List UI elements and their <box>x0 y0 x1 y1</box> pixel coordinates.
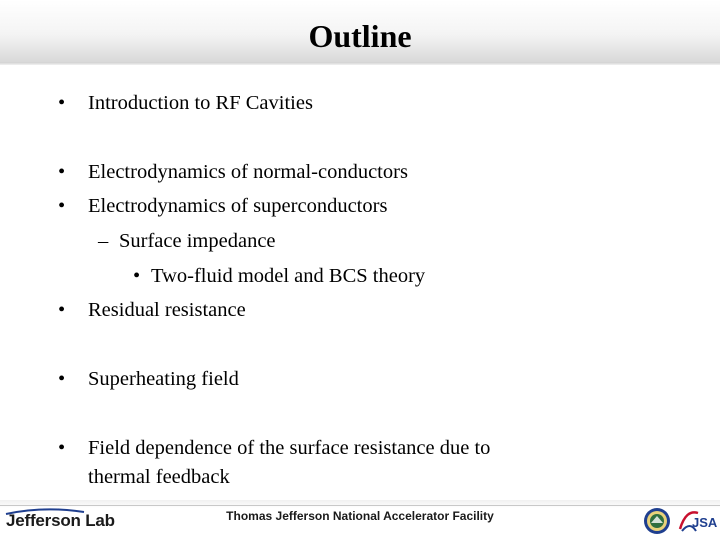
outline-subsubitem: Two-fluid model and BCS theory <box>151 265 426 287</box>
facility-name: Thomas Jefferson National Accelerator Facility <box>226 509 494 523</box>
outline-item: Introduction to RF Cavities <box>88 92 313 114</box>
doe-seal-icon <box>643 507 671 535</box>
bullet-marker: • <box>58 368 66 390</box>
outline-item: Electrodynamics of superconductors <box>88 195 388 217</box>
outline-item: Residual resistance <box>88 299 246 321</box>
outline-item-continuation: thermal feedback <box>88 466 230 488</box>
outline-item: Electrodynamics of normal-conductors <box>88 161 408 183</box>
jsa-logo-icon <box>676 507 718 535</box>
bullet-marker: • <box>58 161 66 183</box>
bullet-marker: • <box>58 195 66 217</box>
slide-title: Outline <box>308 18 412 54</box>
footer-divider <box>0 505 720 506</box>
jsa-logo-text: JSA <box>692 515 718 530</box>
bullet-marker: • <box>58 299 66 321</box>
jefferson-lab-logo: Jefferson Lab <box>6 511 115 530</box>
bullet-marker: • <box>58 92 66 114</box>
bullet-marker: • <box>133 265 141 287</box>
outline-item: Superheating field <box>88 368 239 390</box>
outline-subitem: Surface impedance <box>119 230 276 252</box>
bullet-marker: • <box>58 437 66 459</box>
outline-item: Field dependence of the surface resistance due to <box>88 437 491 459</box>
dash-marker: – <box>98 230 109 252</box>
